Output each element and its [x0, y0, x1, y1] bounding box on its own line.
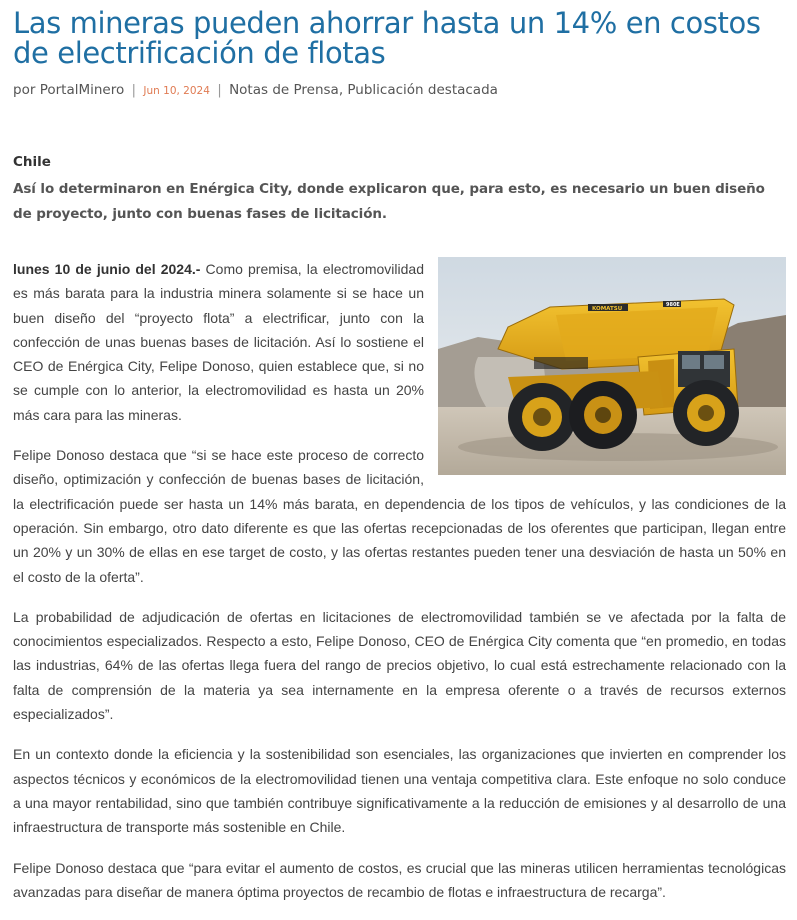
- article-body: [13, 257, 786, 904]
- meta-separator: |: [131, 82, 137, 98]
- categories-links[interactable]: Notas de Prensa, Publicación destacada: [229, 82, 498, 98]
- paragraph: La probabilidad de adjudicación de ofertas en licitaciones de electromovilidad también se ve afectada por la falta de conocimientos especializados. Respecto a esto, Felipe Donoso, CEO de Enérgica City comenta que “en promedio, en todas las industrias, 64% de las ofertas llega fuera del rango de precios objetivo, lo cual está estrechamente relacionado con la falta de comprensión de la materia ya sea internamente en la empresa oferente o a través de recursos externos especializados”.: [13, 608, 786, 723]
- meta-separator: |: [217, 82, 222, 98]
- region-label: Chile: [13, 154, 51, 170]
- article-title: Las mineras pueden ahorrar hasta un 14% en costos de electrificación de flotas: [13, 6, 761, 70]
- publish-date: Jun 10, 2024: [143, 85, 210, 97]
- date-tag: lunes 10 de junio del 2024.-: [13, 261, 201, 277]
- mining-truck-photo: [438, 257, 786, 475]
- by-prefix: por: [13, 82, 36, 98]
- paragraph: Felipe Donoso destaca que “si se hace este proceso de correcto diseño, optimización y confección de buenas bases de licitación, la electrificación puede ser hasta un 14% más barata, en dependencia de los tipos de vehículos, y las condiciones de la operación. Sin embargo, otro dato diferente es que las ofertas recepcionadas de los oferentes que participan, llegan entre un 20% y un 30% de ellas en ese target de costo, y las ofertas restantes pueden tener una desviación de hasta un 50% en el costo de la oferta”.: [13, 447, 786, 585]
- truck-model-text: 980E: [666, 302, 680, 308]
- paragraph: Felipe Donoso destaca que “para evitar el aumento de costos, es crucial que las mineras utilicen herramientas tecnológicas avanzadas para diseñar de manera óptima proyectos de recambio de flotas e infraestructura de recarga”.: [13, 859, 786, 900]
- article-meta: [13, 80, 786, 101]
- article: [13, 0, 786, 920]
- author-link[interactable]: PortalMinero: [39, 82, 125, 98]
- truck-brand-text: KOMATSU: [592, 306, 623, 312]
- article-lead: Así lo determinaron en Enérgica City, donde explicaron que, para esto, es necesario un buen diseño de proyecto, junto con buenas fases de licitación.: [13, 181, 765, 222]
- paragraph-text: Como premisa, la electromovilidad es más barata para la industria minera solamente si se hace un buen diseño del “proyecto flota” a electrificar, junto con la confección de unas buenas bases de licitación. Así lo sostiene el CEO de Enérgica City, Felipe Donoso, quien establece que, si no se cumple con lo anterior, la electromovilidad es hasta un 20% más cara para las mineras.: [13, 261, 424, 423]
- paragraph: En un contexto donde la eficiencia y la sostenibilidad son esenciales, las organizaciones que invierten en comprender los aspectos técnicos y económicos de la electromovilidad tienen una ventaja competitiva clara. Este enfoque no solo conduce a una mayor rentabilidad, sino que también contribuye significativamente a la reducción de emisiones y al desarrollo de una infraestructura de transporte más sostenible en Chile.: [13, 746, 786, 836]
